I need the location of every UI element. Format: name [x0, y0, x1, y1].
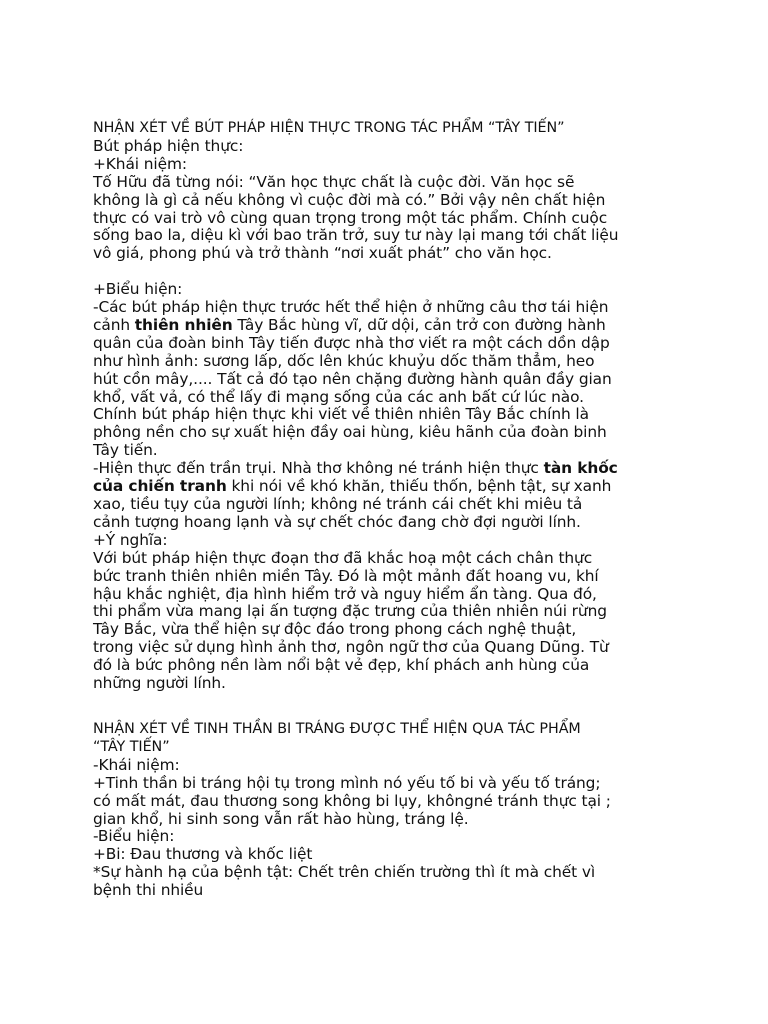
text-line: trong việc sử dụng hình ảnh thơ, ngôn ngữ thơ của Quang Dũng. Từ	[93, 638, 609, 657]
text-line: hậu khắc nghiệt, địa hình hiểm trở và nguy hiểm ẩn tàng. Qua đó,	[93, 584, 597, 603]
text-line: có mất mát, đau thương song không bi lụy, khôngné tránh thực tại ;	[93, 791, 611, 810]
text-line: +Tinh thần bi tráng hội tụ trong mình nó yếu tố bi và yếu tố tráng;	[93, 773, 601, 792]
text-line: bức tranh thiên nhiên miền Tây. Đó là một mảnh đất hoang vu, khí	[93, 566, 599, 585]
section2-title: “TÂY TIẾN”	[93, 738, 170, 755]
section1-title: NHẬN XÉT VỀ BÚT PHÁP HIỆN THỰC TRONG TÁC PHẨM “TÂY TIẾN”	[93, 120, 565, 136]
text-span: Tây Bắc hùng vĩ, dữ dội, cản trở con đường hành	[232, 315, 606, 334]
section1-subtitle: Bút pháp hiện thực:	[93, 136, 244, 155]
bold-phrase: thiên nhiên	[134, 315, 233, 334]
expression-heading: +Biểu hiện:	[93, 280, 183, 299]
concept-heading: +Khái niệm:	[93, 154, 187, 173]
bold-phrase: tàn khốc	[543, 459, 618, 478]
text-line: Tây Bắc, vừa thể hiện sự độc đáo trong phong cách nghệ thuật,	[93, 620, 577, 639]
text-line: phông nền cho sự xuất hiện đầy oai hùng, kiêu hãnh của đoàn binh	[93, 423, 607, 442]
text-line: vô giá, phong phú và trở thành “nơi xuất phát” cho văn học.	[93, 244, 552, 263]
text-line: thi phẩm vừa mang lại ấn tượng đặc trưng của thiên nhiên núi rừng	[93, 602, 607, 621]
text-line: như hình ảnh: sương lấp, dốc lên khúc khuỷu dốc thăm thẳm, heo	[93, 351, 595, 370]
text-line: Tây tiến.	[93, 441, 158, 460]
text-line: gian khổ, hi sinh song vẫn rất hào hùng, tráng lệ.	[93, 809, 469, 828]
text-line: những người lính.	[93, 674, 226, 693]
bold-phrase: của chiến tranh	[93, 477, 227, 496]
text-span: -Hiện thực đến trần trụi. Nhà thơ không né tránh hiện thực	[93, 459, 544, 478]
text-line: hút cồn mây,.... Tất cả đó tạo nên chặng đường hành quân đầy gian	[93, 369, 612, 388]
text-line: sống bao la, diệu kì với bao trăn trở, suy tư này lại mang tới chất liệu	[93, 226, 619, 245]
section2-title: NHẬN XÉT VỀ TINH THẦN BI TRÁNG ĐƯỢC THỂ HIỆN QUA TÁC PHẨM	[93, 720, 581, 737]
paragraph-gap	[93, 693, 678, 721]
text-line: xao, tiều tụy của người lính; không né tránh cái chết khi miêu tả	[93, 495, 583, 514]
text-line: Chính bút pháp hiện thực khi viết về thiên nhiên Tây Bắc chính là	[93, 405, 589, 424]
text-line	[93, 317, 678, 335]
text-line: -Các bút pháp hiện thực trước hết thể hiện ở những câu thơ tái hiện	[93, 298, 609, 317]
text-line: Với bút pháp hiện thực đoạn thơ đã khắc hoạ một cách chân thực	[93, 548, 593, 567]
text-span: khi nói về khó khăn, thiếu thốn, bệnh tật, sự xanh	[226, 477, 612, 496]
text-line: *Sự hành hạ của bệnh tật: Chết trên chiến trường thì ít mà chết vì	[93, 863, 595, 882]
text-line	[93, 478, 678, 496]
meaning-heading: +Ý nghĩa:	[93, 530, 168, 549]
text-line: khổ, vất vả, có thể lấy đi mạng sống của các anh bất cứ lúc nào.	[93, 387, 584, 406]
text-line: đó là bức phông nền làm nổi bật vẻ đẹp, khí phách anh hùng của	[93, 656, 590, 675]
text-line: -Khái niệm:	[93, 755, 180, 774]
paragraph-gap	[93, 263, 678, 281]
text-line: quân của đoàn binh Tây tiến được nhà thơ viết ra một cách dồn dập	[93, 333, 610, 352]
text-line: bệnh thi nhiều	[93, 881, 204, 900]
text-line: không là gì cả nếu không vì cuộc đời mà có.” Bởi vậy nên chất hiện	[93, 190, 606, 209]
text-line: Tố Hữu đã từng nói: “Văn học thực chất là cuộc đời. Văn học sẽ	[93, 172, 575, 191]
text-line: -Biểu hiện:	[93, 827, 175, 846]
text-span: cảnh	[93, 315, 135, 334]
text-line: thực có vai trò vô cùng quan trọng trong một tác phẩm. Chính cuộc	[93, 208, 608, 227]
text-line	[93, 460, 678, 478]
text-line: +Bi: Đau thương và khốc liệt	[93, 845, 313, 864]
text-line: cảnh tượng hoang lạnh và sự chết chóc đang chờ đợi người lính.	[93, 512, 581, 531]
